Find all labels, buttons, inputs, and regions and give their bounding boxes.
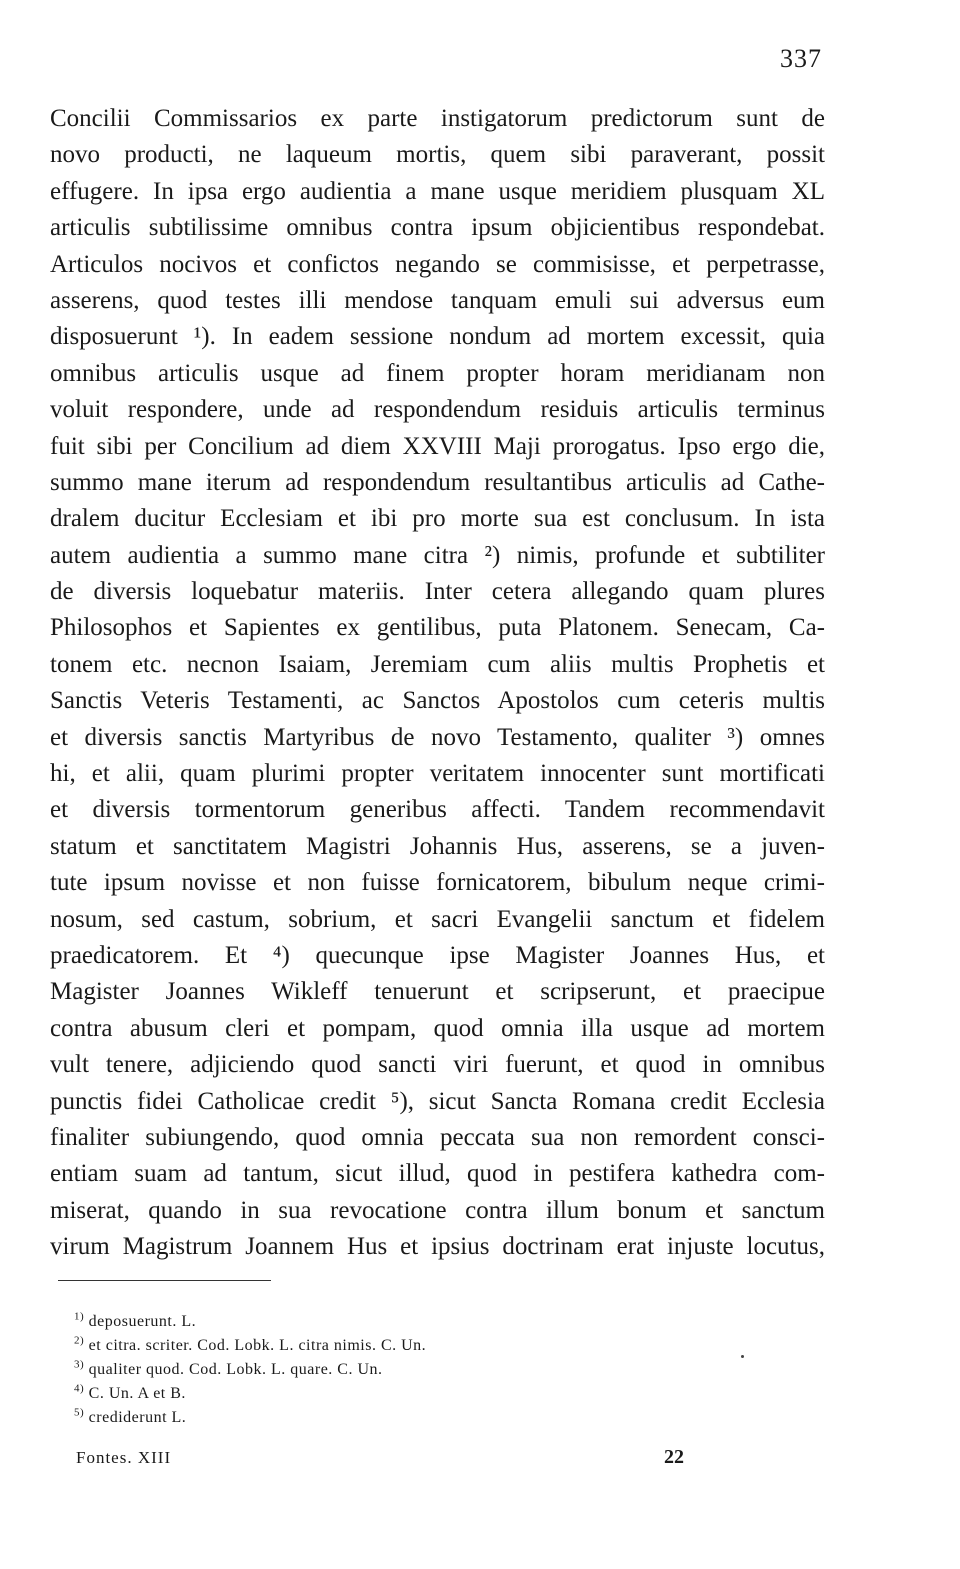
text-line: virum Magistrum Joannem Hus et ipsius doctrinam erat injuste locutus, xyxy=(50,1233,825,1261)
text-line: Magister Joannes Wikleff tenuerunt et scripserunt, et praecipue xyxy=(50,978,825,1006)
text-line: punctis fidei Catholicae credit ⁵), sicut Sancta Romana credit Ecclesia xyxy=(50,1087,825,1115)
text-line: entiam suam ad tantum, sicut illud, quod in pestifera kathedra com- xyxy=(50,1160,825,1188)
text-line: articulis subtilissime omnibus contra ipsum objicientibus respondebat. xyxy=(50,214,825,242)
footnote-text: C. Un. A et B. xyxy=(88,1385,186,1402)
text-line: disposuerunt ¹). In eadem sessione nondum ad mortem excessit, quia xyxy=(50,323,825,351)
text-line: summo mane iterum ad respondendum resultantibus articulis ad Cathe- xyxy=(50,468,825,496)
text-line: dralem ducitur Ecclesiam et ibi pro morte sua est conclusum. In ista xyxy=(50,505,825,533)
ink-speck xyxy=(741,1355,744,1358)
text-line: finaliter subiungendo, quod omnia peccata sua non remordent consci- xyxy=(50,1123,825,1151)
text-line: praedicatorem. Et ⁴) quecunque ipse Magister Joannes Hus, et xyxy=(50,941,825,969)
text-line: nosum, sed castum, sobrium, et sacri Evangelii sanctum et fidelem xyxy=(50,905,825,933)
text-line: fuit sibi per Concilium ad diem XXVIII Maji prorogatus. Ipso ergo die, xyxy=(50,432,825,460)
body-text xyxy=(50,101,825,1266)
text-line: Philosophos et Sapientes ex gentilibus, puta Platonem. Senecam, Ca- xyxy=(50,614,825,642)
text-line: tonem etc. necnon Isaiam, Jeremiam cum aliis multis Prophetis et xyxy=(50,650,825,678)
footnote xyxy=(74,1310,426,1334)
text-line: tute ipsum novisse et non fuisse fornicatorem, bibulum neque crimi- xyxy=(50,869,825,897)
footnote-text: deposuerunt. L. xyxy=(88,1313,197,1330)
footnote-mark: 2) xyxy=(74,1334,85,1347)
footnotes xyxy=(74,1310,426,1430)
footnote-separator xyxy=(58,1280,271,1281)
text-line: omnibus articulis usque ad finem propter horam meridianam non xyxy=(50,359,825,387)
text-line: effugere. In ipsa ergo audientia a mane usque meridiem plusquam XL xyxy=(50,177,825,205)
page-number: 337 xyxy=(780,44,822,73)
footnote-text: et citra. scriter. Cod. Lobk. L. citra nimis. C. Un. xyxy=(88,1337,427,1354)
text-line: voluit respondere, unde ad respondendum residuis articulis terminus xyxy=(50,396,825,424)
text-line: et diversis sanctis Martyribus de novo Testamento, qualiter ³) omnes xyxy=(50,723,825,751)
text-line: et diversis tormentorum generibus affecti. Tandem recommendavit xyxy=(50,796,825,824)
footnote-mark: 4) xyxy=(74,1382,85,1395)
text-line: Concilii Commissarios ex parte instigatorum predictorum sunt de xyxy=(50,105,825,132)
footnote xyxy=(74,1334,426,1358)
footnote xyxy=(74,1406,426,1430)
text-line: asserens, quod testes illi mendose tanquam emuli sui adversus eum xyxy=(50,286,825,314)
text-line: Sanctis Veteris Testamenti, ac Sanctos Apostolos cum ceteris multis xyxy=(50,687,825,715)
footnote xyxy=(74,1358,426,1382)
text-line: contra abusum cleri et pompam, quod omnia illa usque ad mortem xyxy=(50,1014,825,1042)
text-line: Articulos nocivos et confictos negando se commisisse, et perpetrasse, xyxy=(50,250,825,278)
printer-signature: Fontes. XIII xyxy=(76,1448,172,1467)
text-line: de diversis loquebatur materiis. Inter cetera allegando quam plures xyxy=(50,578,825,606)
footnote-text: qualiter quod. Cod. Lobk. L. quare. C. Un. xyxy=(88,1361,383,1378)
footnote-mark: 3) xyxy=(74,1358,85,1371)
footnote-mark: 5) xyxy=(74,1406,85,1419)
text-line: novo producti, ne laqueum mortis, quem sibi paraverant, possit xyxy=(50,141,825,169)
text-line: hi, et alii, quam plurimi propter veritatem innocenter sunt mortificati xyxy=(50,760,825,788)
footnote xyxy=(74,1382,426,1406)
text-line: vult tenere, adjiciendo quod sancti viri fuerunt, et quod in omnibus xyxy=(50,1051,825,1079)
footnote-mark: 1) xyxy=(74,1310,85,1323)
sheet-number: 22 xyxy=(664,1446,684,1468)
text-line: miserat, quando in sua revocatione contra illum bonum et sanctum xyxy=(50,1196,825,1224)
text-line: statum et sanctitatem Magistri Johannis Hus, asserens, se a juven- xyxy=(50,832,825,860)
footnote-text: crediderunt L. xyxy=(88,1409,187,1426)
text-line: autem audientia a summo mane citra ²) nimis, profunde et subtiliter xyxy=(50,541,825,569)
